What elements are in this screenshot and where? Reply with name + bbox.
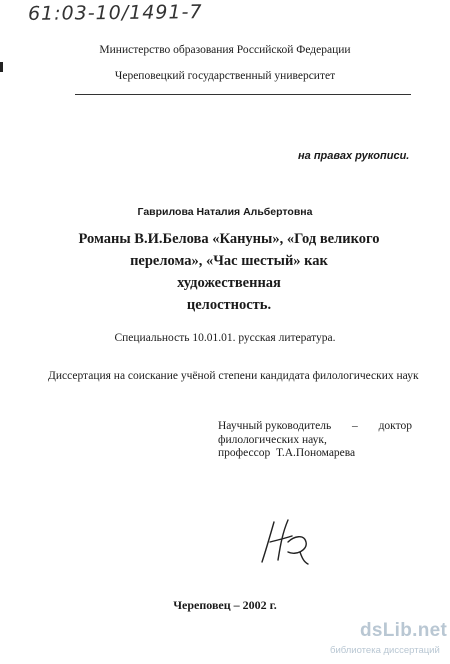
title-line: перелома», «Час шестый» как художественная [130,253,328,291]
supervisor-role: Научный руководитель [218,420,332,432]
handwritten-code: 61:03-10/1491-7 [27,1,203,25]
signature-icon [248,512,318,572]
watermark-caption: библиотека диссертаций [330,645,440,656]
rights-note: на правах рукописи. [298,150,410,162]
dissertation-title [78,228,380,316]
watermark-logo: dsLib.net [360,620,448,641]
supervisor-line-2: филологических наук, [218,433,327,446]
title-line: Романы В.И.Белова «Кануны», «Год великого [78,231,380,247]
ministry-heading: Министерство образования Российской Федерации [99,44,351,56]
supervisor-degree: доктор [378,420,412,432]
header-divider [75,94,411,95]
dissertation-line: Диссертация на соискание учёной степени кандидата филологических наук [48,370,419,382]
city-year: Череповец – 2002 г. [173,598,277,612]
handwritten-signature [248,512,318,577]
supervisor-block [218,420,412,461]
supervisor-dash: – [352,420,358,432]
supervisor-line-1 [218,420,412,434]
specialty-line: Специальность 10.01.01. русская литература. [114,332,336,344]
title-line: целостность. [186,297,272,313]
supervisor-line-3: профессор Т.А.Пономарева [218,447,356,459]
university-heading: Череповецкий государственный университет [114,70,336,82]
author-name: Гаврилова Наталия Альбертовна [137,206,313,218]
